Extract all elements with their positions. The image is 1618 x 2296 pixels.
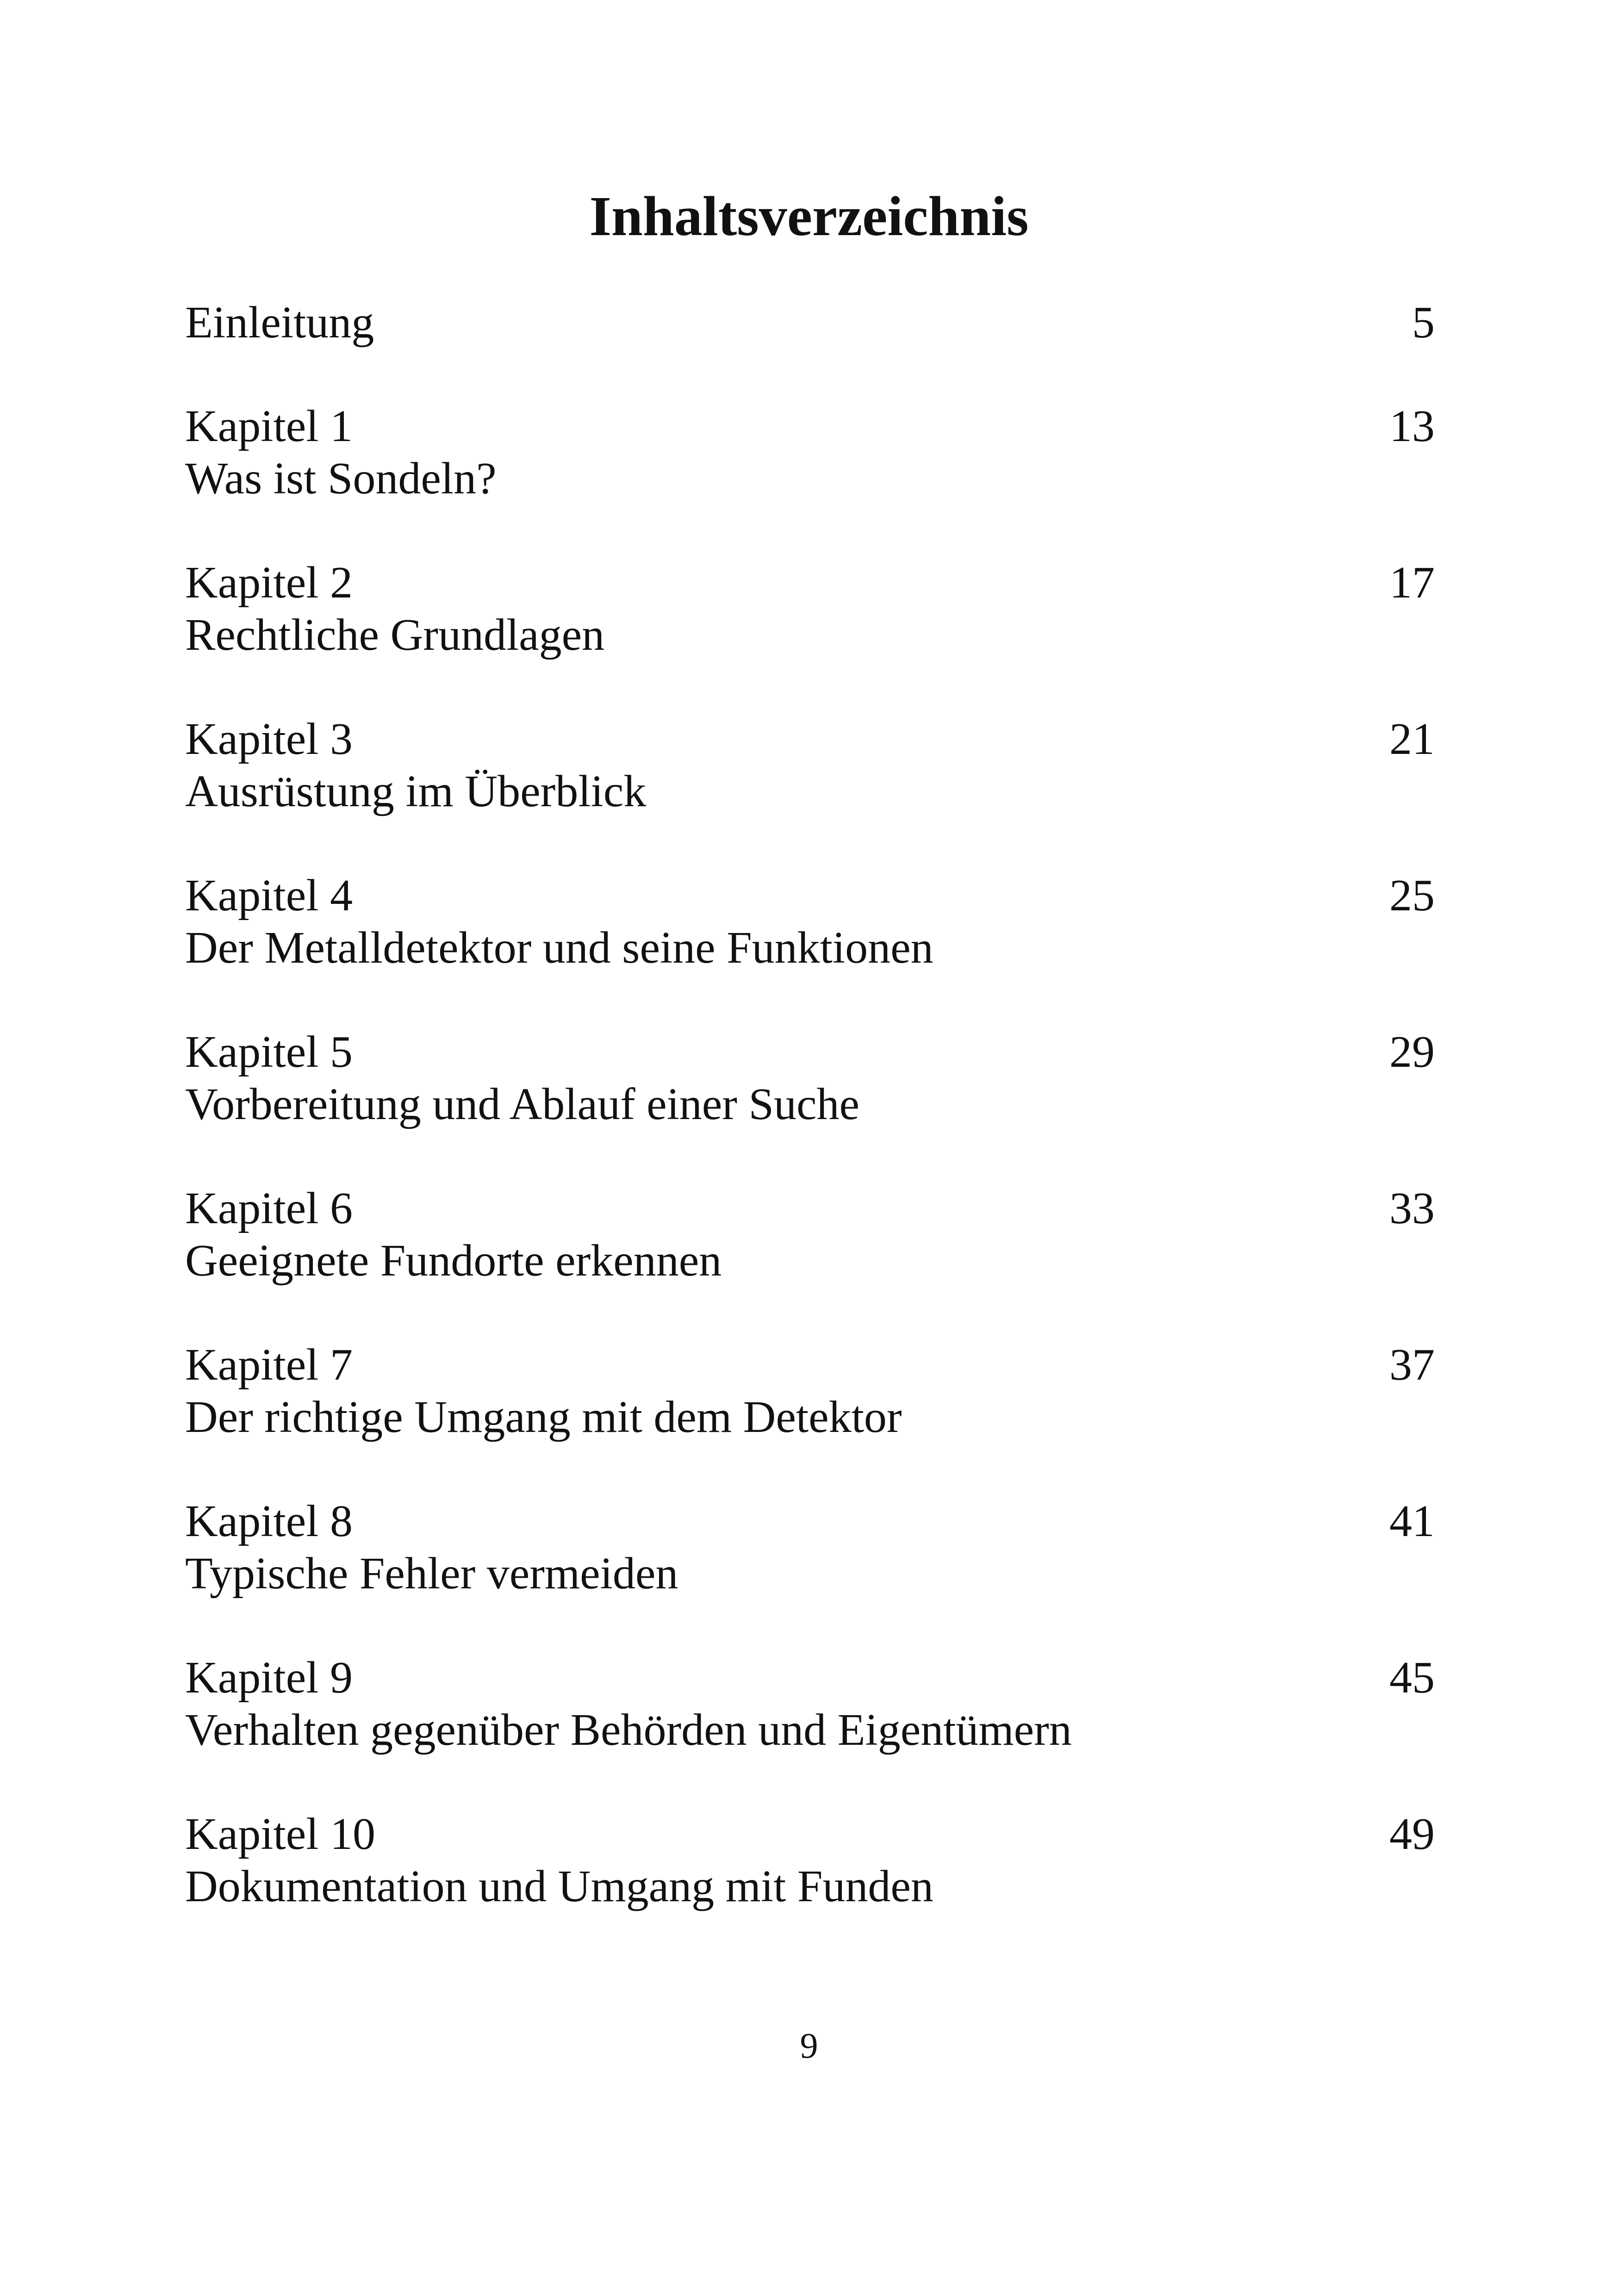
toc-entry-page: 37 [1389, 1340, 1435, 1390]
toc-entry-page: 49 [1389, 1809, 1435, 1859]
page-number: 9 [800, 2025, 818, 2066]
toc-entry-label: Kapitel 10 [185, 1809, 375, 1859]
toc-entry-chapter-4[interactable] [185, 869, 1435, 974]
toc-entry-page: 41 [1389, 1496, 1435, 1546]
toc-entry-chapter-5[interactable] [185, 1026, 1435, 1131]
toc-entry-label: Kapitel 8 [185, 1496, 353, 1546]
toc-entry-subtitle: Der Metalldetektor und seine Funktionen [185, 923, 933, 973]
toc-entry-subtitle: Was ist Sondeln? [185, 454, 497, 504]
toc-entry-label: Kapitel 3 [185, 714, 353, 764]
toc-entry-label: Kapitel 5 [185, 1027, 353, 1077]
toc-entry-chapter-10[interactable] [185, 1808, 1435, 1913]
toc-entry-label: Kapitel 2 [185, 558, 353, 608]
toc-entry-subtitle: Dokumentation und Umgang mit Funden [185, 1861, 933, 1911]
toc-entry-page: 45 [1389, 1653, 1435, 1703]
toc-entry-subtitle: Der richtige Umgang mit dem Detektor [185, 1392, 902, 1442]
toc-entry-label: Kapitel 6 [185, 1183, 353, 1233]
toc-entry-chapter-3[interactable] [185, 713, 1435, 818]
toc-entry-label: Kapitel 1 [185, 401, 353, 451]
toc-entry-page: 25 [1389, 871, 1435, 921]
toc-entry-label: Kapitel 9 [185, 1653, 353, 1703]
toc-entry-page: 21 [1389, 714, 1435, 764]
toc-entry-subtitle: Typische Fehler vermeiden [185, 1549, 678, 1599]
toc-entry-page: 13 [1389, 401, 1435, 451]
toc-entry-chapter-6[interactable] [185, 1182, 1435, 1287]
toc-entry-chapter-1[interactable] [185, 400, 1435, 505]
toc-entry-introduction[interactable] [185, 296, 1435, 348]
toc-entry-page: 5 [1412, 298, 1435, 348]
toc-entry-label: Kapitel 7 [185, 1340, 353, 1390]
toc-entry-page: 33 [1389, 1183, 1435, 1233]
toc-entry-chapter-9[interactable] [185, 1651, 1435, 1756]
toc-entry-subtitle: Ausrüstung im Überblick [185, 766, 647, 816]
toc-entry-label: Kapitel 4 [185, 871, 353, 921]
toc-entry-subtitle: Verhalten gegenüber Behörden und Eigentümern [185, 1705, 1072, 1755]
page-title: Inhaltsverzeichnis [589, 185, 1029, 248]
toc-entry-subtitle: Rechtliche Grundlagen [185, 610, 605, 660]
toc-entry-subtitle: Vorbereitung und Ablauf einer Suche [185, 1079, 859, 1129]
toc-entry-subtitle: Geeignete Fundorte erkennen [185, 1236, 722, 1286]
toc-entry-label: Einleitung [185, 298, 374, 348]
toc-entry-chapter-2[interactable] [185, 556, 1435, 661]
toc-entry-chapter-8[interactable] [185, 1495, 1435, 1600]
toc-entry-chapter-7[interactable] [185, 1338, 1435, 1444]
table-of-contents [185, 296, 1435, 1964]
toc-entry-page: 29 [1389, 1027, 1435, 1077]
toc-entry-page: 17 [1389, 558, 1435, 608]
